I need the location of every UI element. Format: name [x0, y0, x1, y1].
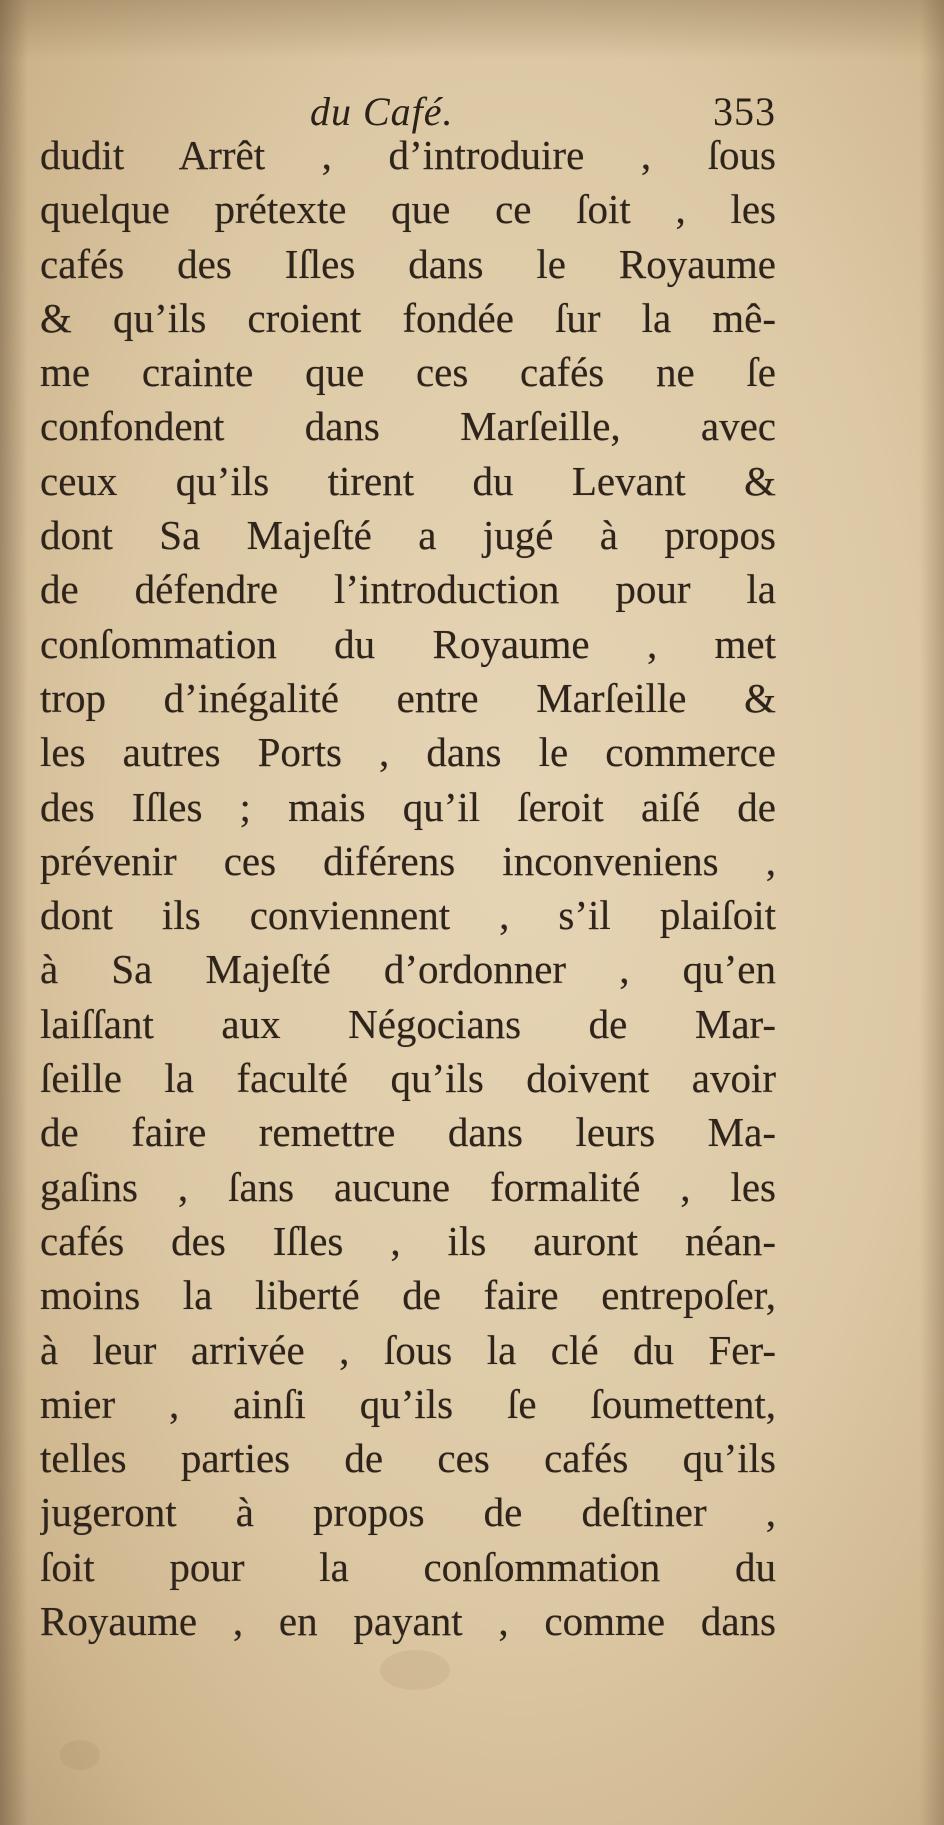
- text-line: Royaume , en payant , comme dans: [40, 1598, 776, 1645]
- text-line: laiſſant aux Négocians de Mar-: [40, 1000, 776, 1047]
- text-line: telles parties de ces cafés qu’ils: [40, 1435, 776, 1482]
- text-line: cafés des Iſles dans le Royaume: [40, 240, 776, 287]
- running-head: du Café.: [310, 89, 454, 134]
- text-line: ceux qu’ils tirent du Levant &: [40, 457, 776, 504]
- text-line: prévenir ces diférens inconveniens ,: [40, 837, 776, 884]
- text-line: de défendre l’introduction pour la: [40, 566, 776, 613]
- paper-stain: [60, 1740, 100, 1770]
- body-text: [40, 128, 776, 1648]
- text-line: moins la liberté de faire entrepoſer,: [40, 1272, 776, 1319]
- text-line: à Sa Majeſté d’ordonner , qu’en: [40, 946, 776, 993]
- top-edge-shading: [0, 0, 944, 60]
- page-number: 353: [713, 89, 776, 134]
- right-edge-shading: [920, 0, 944, 1825]
- text-line: mier , ainſi qu’ils ſe ſoumettent,: [40, 1380, 776, 1427]
- text-line: me crainte que ces cafés ne ſe: [40, 349, 776, 396]
- text-line: & qu’ils croient fondée ſur la mê-: [40, 294, 776, 341]
- text-line: quelque prétexte que ce ſoit , les: [40, 186, 776, 233]
- text-line: ſeille la faculté qu’ils doivent avoir: [40, 1055, 776, 1102]
- gutter-shadow: [0, 0, 28, 1825]
- text-line: trop d’inégalité entre Marſeille &: [40, 674, 776, 721]
- text-line: de faire remettre dans leurs Ma-: [40, 1109, 776, 1156]
- text-line: les autres Ports , dans le commerce: [40, 729, 776, 776]
- paper-stain: [380, 1650, 450, 1690]
- text-line: dudit Arrêt , d’introduire , ſous: [40, 132, 776, 178]
- text-line: gaſins , ſans aucune formalité , les: [40, 1163, 776, 1210]
- text-line: cafés des Iſles , ils auront néan-: [40, 1217, 776, 1264]
- text-line: confondent dans Marſeille, avec: [40, 403, 776, 450]
- text-line: des Iſles ; mais qu’il ſeroit aiſé de: [40, 783, 776, 830]
- text-line: jugeront à propos de deſtiner ,: [40, 1489, 776, 1536]
- text-line: conſommation du Royaume , met: [40, 620, 776, 667]
- text-line: dont Sa Majeſté a jugé à propos: [40, 512, 776, 559]
- text-line: ſoit pour la conſommation du: [40, 1543, 776, 1590]
- text-line: à leur arrivée , ſous la clé du Fer-: [40, 1326, 776, 1373]
- text-line: dont ils conviennent , s’il plaiſoit: [40, 892, 776, 939]
